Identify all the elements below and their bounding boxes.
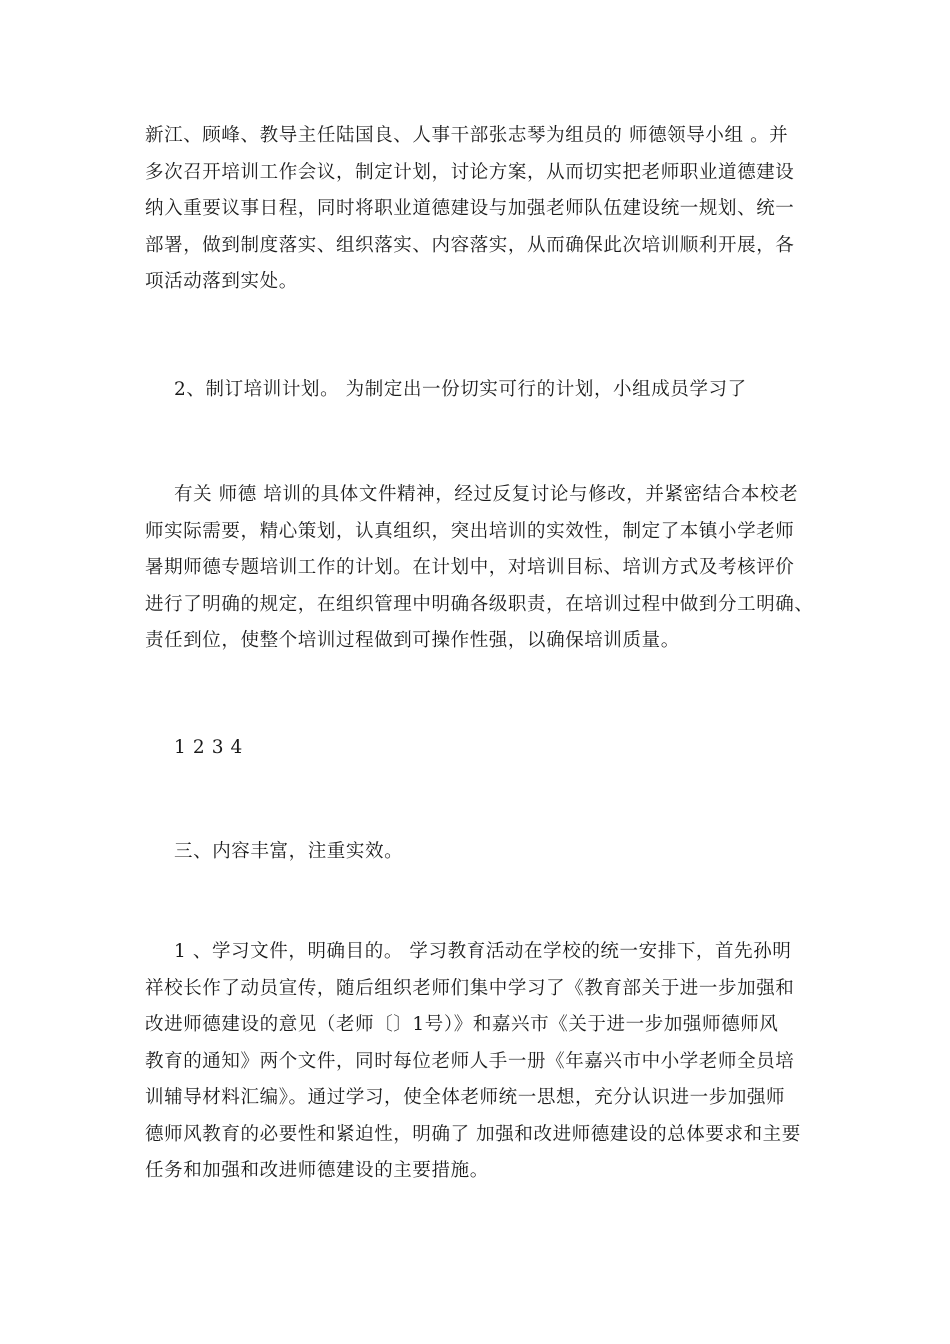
text-line: 师实际需要，精心策划，认真组织，突出培训的实效性，制定了本镇小学老师 [145,520,795,542]
section-heading-three [145,834,805,871]
text-line: 教育的通知》两个文件，同时每位老师人手一册《年嘉兴市中小学老师全员培 [145,1050,795,1072]
text-line: 1 2 3 4 [174,737,243,758]
paragraph-plan-body [145,477,814,660]
text-line: 训辅导材料汇编》。通过学习，使全体老师统一思想，充分认识进一步加强师 [145,1087,786,1108]
text-line: 任务和加强和改进师德建设的主要措施。 [145,1160,489,1181]
paragraph-leadership-group [145,118,805,301]
text-line: 三、内容丰富，注重实效。 [174,841,404,862]
paragraph-study-documents [145,934,805,1190]
text-line: 有关 师德 培训的具体文件精神，经过反复讨论与修改，并紧密结合本校老 [174,484,799,505]
text-line: 新江、顾峰、教导主任陆国良、人事干部张志琴为组员的 师德领导小组 。并 [145,125,789,146]
text-line: 祥校长作了动员宣传，随后组织老师们集中学习了《教育部关于进一步加强和 [145,977,795,999]
text-line: 部署，做到制度落实、组织落实、内容落实，从而确保此次培训顺利开展，各 [145,234,795,256]
text-line: 2、制订培训计划。 为制定出一份切实可行的计划，小组成员学习了 [174,379,747,400]
text-line: 1 、学习文件，明确目的。 学习教育活动在学校的统一安排下，首先孙明 [174,941,792,962]
text-line: 暑期师德专题培训工作的计划。在计划中，对培训目标、培训方式及考核评价 [145,557,795,578]
text-line: 项活动落到实处。 [145,271,298,292]
page-number-row [145,730,805,767]
text-line: 多次召开培训工作会议，制定计划，讨论方案，从而切实把老师职业道德建设 [145,161,795,183]
text-line: 进行了明确的规定，在组织管理中明确各级职责，在培训过程中做到分工明确、 [145,593,814,615]
paragraph-plan-heading [145,372,805,409]
text-line: 责任到位，使整个培训过程做到可操作性强，以确保培训质量。 [145,630,680,651]
text-line: 纳入重要议事日程，同时将职业道德建设与加强老师队伍建设统一规划、统一 [145,198,795,219]
text-line: 德师风教育的必要性和紧迫性，明确了 加强和改进师德建设的总体要求和主要 [145,1123,801,1145]
text-line: 改进师德建设的意见（老师〔〕1号）》和嘉兴市《关于进一步加强师德师风 [145,1014,779,1035]
